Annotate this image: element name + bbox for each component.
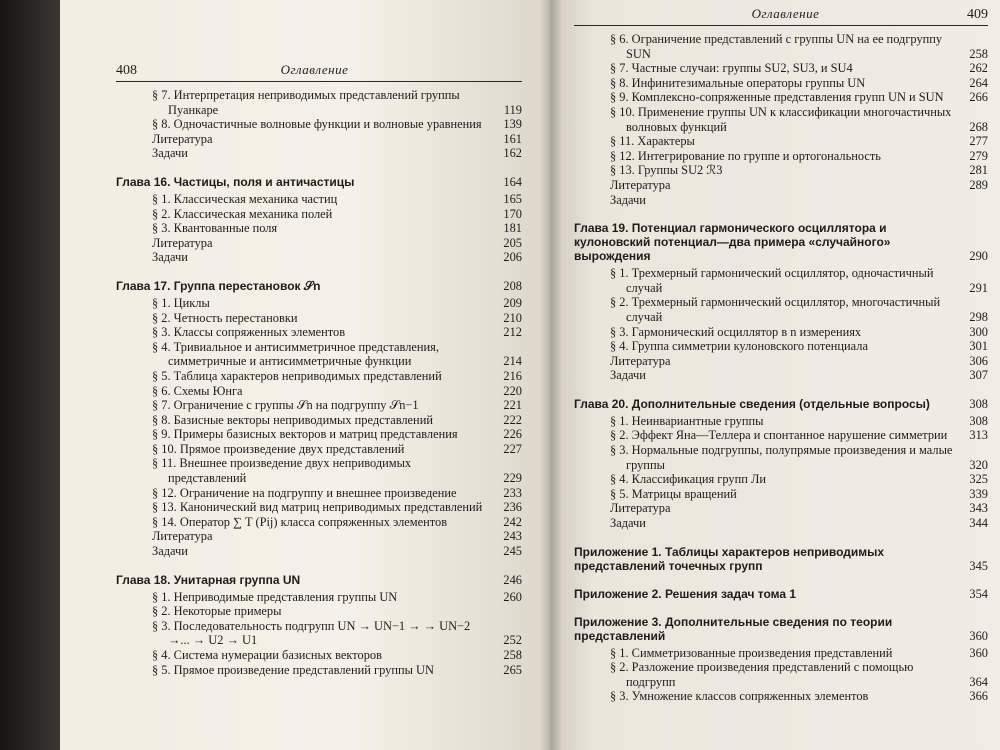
left-toc-list [116,88,522,677]
toc-section [116,442,522,457]
toc-entry-label: § 3. Нормальные подгруппы, полупрямые произведения и малые группы [610,443,953,472]
left-page-number: 408 [116,63,137,78]
toc-section [116,500,522,515]
toc-entry-label: § 12. Ограничение на подгруппу и внешнее произведение [152,485,457,500]
toc-entry-page: 325 [969,472,988,487]
toc-entry-label: § 7. Частные случаи: группы SU2, SU3, и SU4 [610,61,853,76]
toc-aux-entry [574,193,988,208]
toc-section [574,689,988,704]
toc-entry-page: 212 [503,325,522,340]
toc-entry-label: § 6. Схемы Юнга [152,383,243,398]
toc-aux-entry [574,501,988,516]
toc-entry-label: Приложение 3. Дополнительные сведения по теории представлений [574,614,893,643]
toc-entry-page: 221 [503,398,522,413]
toc-entry-page: 222 [503,412,522,427]
toc-aux-entry [116,250,522,265]
toc-entry-page: 268 [969,119,988,134]
toc-entry-page: 262 [969,61,988,76]
toc-section [116,207,522,222]
toc-entry-label: Глава 18. Унитарная группа UN [116,572,301,587]
toc-entry-page: 210 [503,310,522,325]
toc-section [574,76,988,91]
toc-section [574,443,988,472]
toc-entry-label: Литература [152,131,213,146]
toc-aux-entry [574,516,988,531]
left-page [60,0,550,750]
toc-section [574,428,988,443]
background-edge [0,0,60,750]
right-page [550,0,1000,750]
toc-entry-page: 162 [503,146,522,161]
toc-entry-label: § 1. Циклы [152,295,210,310]
toc-entry-label: Литература [152,235,213,250]
toc-section [574,105,988,134]
toc-entry-label: § 3. Квантованные поля [152,221,278,236]
toc-section [116,369,522,384]
toc-entry-label: § 5. Таблица характеров неприводимых представлений [152,368,442,383]
toc-entry-page: 226 [503,427,522,442]
toc-entry-label: § 2. Разложение произведения представлений с помощью подгрупп [610,660,914,689]
toc-section [116,398,522,413]
toc-entry-page: 291 [969,280,988,295]
toc-entry-label: § 9. Комплексно-сопряженные представления групп UN и SUN [610,90,944,105]
toc-entry-page: 258 [969,46,988,61]
toc-entry-label: § 4. Группа симметрии кулоновского потенциала [610,339,868,354]
toc-section [116,192,522,207]
toc-entry-page: 279 [969,148,988,163]
toc-entry-page: 307 [969,368,988,383]
toc-chapter [574,545,988,573]
toc-chapter [574,221,988,263]
toc-aux-entry [574,178,988,193]
right-toc-list [574,32,988,704]
toc-entry-page: 301 [969,339,988,354]
toc-aux-entry [116,544,522,559]
toc-entry-label: § 2. Четность перестановки [152,310,298,325]
toc-section [116,325,522,340]
toc-section [116,88,522,117]
toc-section [116,515,522,530]
toc-section [574,90,988,105]
toc-aux-entry [574,368,988,383]
toc-entry-page: 208 [503,278,522,293]
toc-entry-page: 265 [503,662,522,677]
toc-entry-label: § 1. Неприводимые представления группы UN [152,589,398,604]
toc-entry-label: § 11. Внешнее произведение двух неприводимых представлений [152,456,412,486]
toc-chapter [574,397,988,411]
toc-entry-label: § 12. Интегрирование по группе и ортогональность [610,148,881,163]
toc-entry-page: 209 [503,295,522,310]
toc-entry-label: § 11. Характеры [610,134,695,149]
toc-section [574,646,988,661]
toc-entry-page: 236 [503,500,522,515]
toc-entry-label: § 14. Оператор ∑ T (Pij) класса сопряженных элементов [152,514,448,529]
toc-entry-page: 308 [969,396,988,411]
left-running-head [116,62,522,82]
toc-entry-page: 165 [503,191,522,206]
toc-entry-label: § 3. Умножение классов сопряженных элементов [610,689,869,704]
toc-entry-label: § 1. Неинвариантные группы [610,413,764,428]
toc-entry-page: 181 [503,221,522,236]
toc-entry-label: Литература [610,353,671,368]
toc-section [116,413,522,428]
toc-entry-label: Глава 17. Группа перестановок 𝒮n [116,278,321,293]
toc-section [116,663,522,678]
book-gutter [540,0,562,750]
toc-section [574,339,988,354]
right-page-number: 409 [967,7,988,22]
toc-section [116,340,522,369]
toc-entry-page: 260 [503,589,522,604]
toc-entry-label: § 1. Трехмерный гармонический осциллятор, одночастичный случай [610,266,934,295]
toc-entry-page: 360 [969,645,988,660]
toc-section [116,619,522,648]
toc-entry-page: 298 [969,309,988,324]
toc-entry-label: Глава 19. Потенциал гармонического осциллятора и кулоновский потенциал—два примера «случайного» вырождения [574,221,891,264]
toc-section [116,590,522,605]
toc-section [574,487,988,502]
toc-entry-page: 266 [969,90,988,105]
toc-aux-entry [116,236,522,251]
toc-entry-page: 364 [969,674,988,689]
toc-entry-page: 245 [503,544,522,559]
toc-chapter [116,175,522,189]
toc-entry-label: Задачи [610,368,646,383]
toc-entry-label: Задачи [152,250,188,265]
toc-entry-label: § 3. Гармонический осциллятор в n измерениях [610,324,862,339]
toc-entry-label: § 4. Классификация групп Ли [610,472,767,487]
toc-entry-page: 242 [503,514,522,529]
toc-section [116,221,522,236]
toc-entry-label: § 4. Тривиальное и антисимметричное представления, симметричные и антисимметричные функции [152,339,439,369]
toc-entry-page: 344 [969,516,988,531]
toc-chapter [116,573,522,587]
right-running-head [574,6,988,26]
toc-entry-label: § 7. Ограничение с группы 𝒮n на подгруппу 𝒮n−1 [152,398,419,413]
toc-section [116,486,522,501]
toc-entry-page: 119 [503,102,522,117]
toc-entry-page: 345 [969,558,988,573]
toc-section [116,296,522,311]
toc-entry-page: 164 [503,174,522,189]
toc-entry-label: § 5. Прямое произведение представлений группы UN [152,662,434,677]
toc-entry-label: § 8. Одночастичные волновые функции и волновые уравнения [152,117,482,132]
toc-entry-page: 139 [503,117,522,132]
toc-chapter [574,615,988,643]
toc-entry-page: 233 [503,485,522,500]
toc-entry-page: 354 [969,586,988,601]
toc-entry-page: 339 [969,486,988,501]
toc-section [574,325,988,340]
toc-entry-label: § 13. Группы SU2 ℛ3 [610,163,723,178]
toc-entry-page: 227 [503,441,522,456]
toc-entry-label: § 2. Некоторые примеры [152,604,282,619]
toc-entry-label: Литература [610,177,671,192]
toc-section [116,311,522,326]
toc-section [574,414,988,429]
toc-aux-entry [116,529,522,544]
toc-entry-page: 313 [969,428,988,443]
toc-chapter [574,587,988,601]
toc-entry-label: § 5. Матрицы вращений [610,486,737,501]
toc-entry-page: 161 [503,131,522,146]
toc-entry-label: § 7. Интерпретация неприводимых представлений группы Пуанкаре [152,88,460,117]
toc-section [574,295,988,324]
toc-entry-page: 229 [503,471,522,486]
toc-entry-label: Литература [610,501,671,516]
toc-entry-label: § 1. Симметризованные произведения представлений [610,645,893,660]
toc-entry-label: § 2. Трехмерный гармонический осциллятор, многочастичный случай [610,295,941,324]
toc-entry-page: 320 [969,457,988,472]
toc-entry-page: 289 [969,177,988,192]
toc-entry-label: Задачи [610,516,646,531]
toc-entry-page: 206 [503,250,522,265]
toc-entry-label: § 2. Классическая механика полей [152,206,333,221]
toc-entry-label: Задачи [152,146,188,161]
toc-entry-label: § 3. Последовательность подгрупп UN → UN−1 → → UN−2 →... → U2 → U1 [152,618,471,648]
toc-section [116,427,522,442]
toc-entry-page: 308 [969,413,988,428]
toc-entry-label: Литература [152,529,213,544]
toc-entry-label: § 3. Классы сопряженных элементов [152,325,346,340]
toc-section [574,660,988,689]
toc-section [574,472,988,487]
toc-chapter [116,279,522,293]
toc-entry-page: 306 [969,353,988,368]
toc-entry-page: 170 [503,206,522,221]
toc-entry-page: 264 [969,75,988,90]
toc-entry-label: § 9. Примеры базисных векторов и матриц представления [152,427,458,442]
toc-entry-label: § 10. Прямое произведение двух представлений [152,441,405,456]
toc-entry-label: § 2. Эффект Яна—Теллера и спонтанное нарушение симметрии [610,428,948,443]
toc-aux-entry [116,146,522,161]
toc-entry-label: § 1. Классическая механика частиц [152,191,338,206]
toc-entry-label: § 8. Инфинитезимальные операторы группы UN [610,75,866,90]
toc-entry-page: 366 [969,689,988,704]
toc-entry-page: 360 [969,628,988,643]
toc-section [574,32,988,61]
toc-section [116,604,522,619]
toc-entry-label: Задачи [610,192,646,207]
toc-entry-page: 220 [503,383,522,398]
toc-aux-entry [574,354,988,369]
toc-entry-label: Глава 20. Дополнительные сведения (отдельные вопросы) [574,396,930,411]
toc-aux-entry [116,132,522,147]
toc-section [574,163,988,178]
toc-entry-page: 343 [969,501,988,516]
toc-section [574,61,988,76]
toc-section [116,117,522,132]
toc-section [116,648,522,663]
toc-entry-label: Приложение 1. Таблицы характеров неприводимых представлений точечных групп [574,544,885,573]
toc-entry-page: 205 [503,235,522,250]
toc-entry-page: 214 [503,354,522,369]
toc-entry-label: Глава 16. Частицы, поля и античастицы [116,174,355,189]
right-running-title: Оглавление [751,6,820,21]
toc-section [574,266,988,295]
toc-section [116,456,522,485]
toc-entry-page: 290 [969,249,988,264]
toc-entry-label: Задачи [152,544,188,559]
toc-entry-page: 281 [969,163,988,178]
left-running-title: Оглавление [280,62,349,77]
toc-entry-label: § 6. Ограничение представлений с группы UN на ее подгруппу SUN [610,32,943,61]
toc-entry-label: § 8. Базисные векторы неприводимых представлений [152,412,433,427]
toc-section [574,149,988,164]
toc-entry-page: 277 [969,134,988,149]
toc-entry-label: § 4. Система нумерации базисных векторов [152,648,382,662]
toc-section [574,134,988,149]
toc-entry-label: Приложение 2. Решения задач тома 1 [574,586,797,601]
toc-entry-page: 252 [503,633,522,648]
toc-entry-page: 246 [503,572,522,587]
toc-section [116,384,522,399]
toc-entry-page: 258 [503,648,522,662]
toc-entry-label: § 10. Применение группы UN к классификации многочастичных волновых функций [610,104,952,134]
toc-entry-page: 216 [503,368,522,383]
toc-entry-page: 300 [969,324,988,339]
toc-entry-label: § 13. Канонический вид матриц неприводимых представлений [152,500,483,515]
toc-entry-page: 243 [503,529,522,544]
